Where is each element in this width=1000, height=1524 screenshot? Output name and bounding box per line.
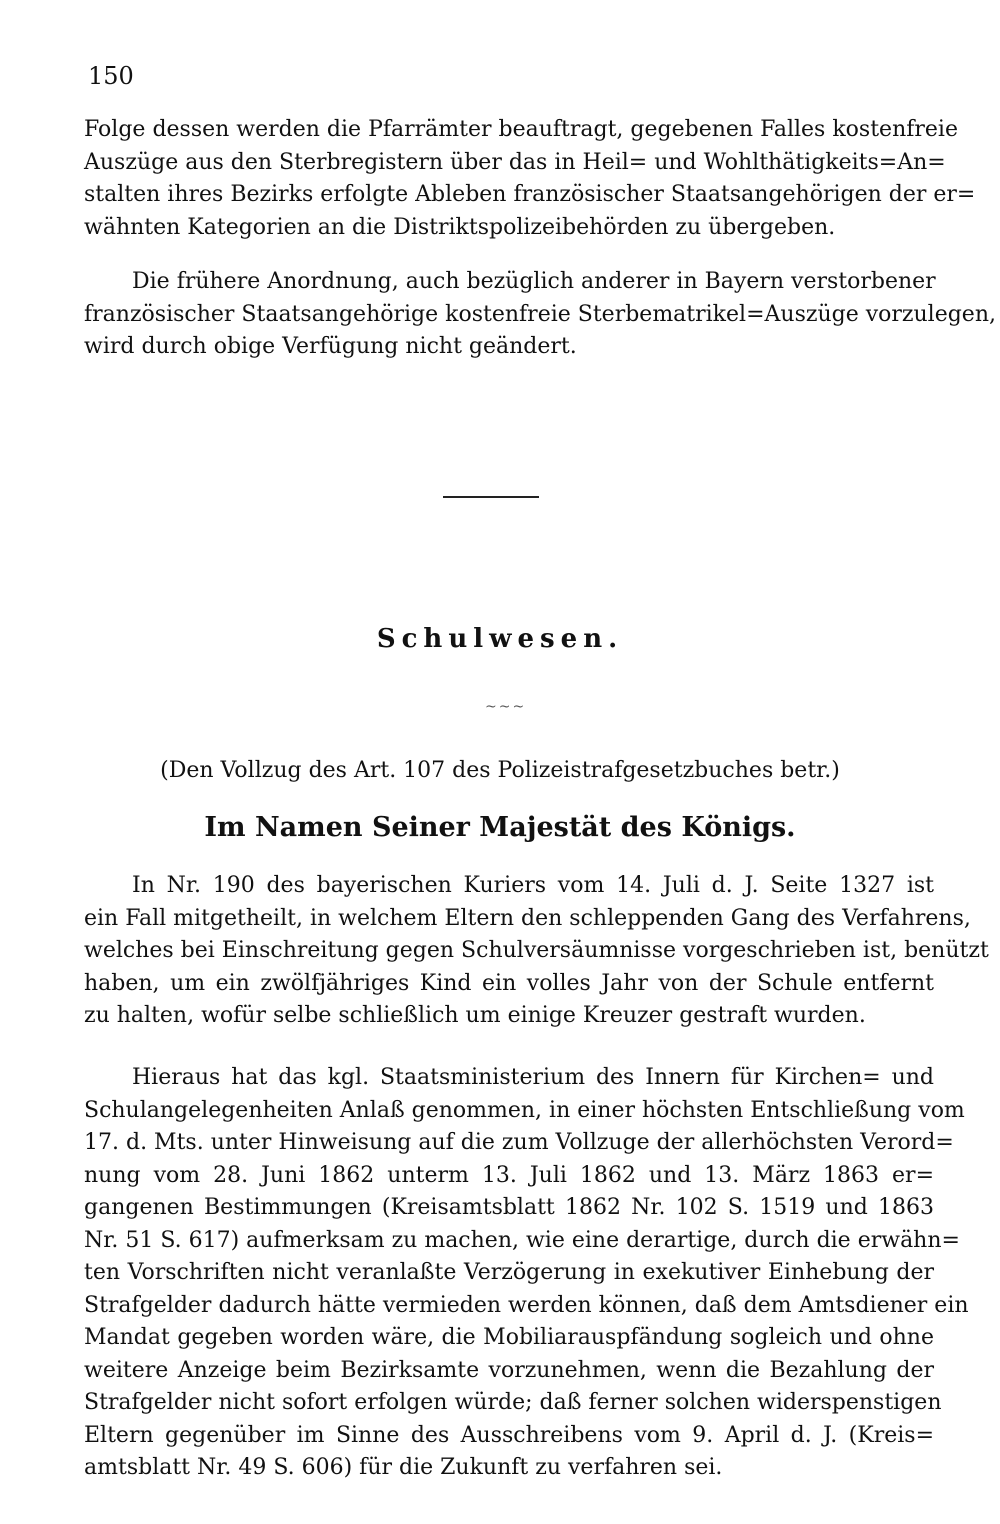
text-line: Auszüge aus den Sterbregistern über das in Heil= und Wohlthätigkeits=An= (84, 149, 946, 175)
text-line: welches bei Einschreitung gegen Schulversäumnisse vorgeschrieben ist, benützt (84, 938, 989, 963)
text-line: weitere Anzeige beim Bezirksamte vorzunehmen, wenn die Bezahlung der (84, 1357, 934, 1383)
text-line: wähnten Kategorien an die Distriktspolizeibehörden zu übergeben. (84, 214, 836, 240)
paragraph-pfarraemter (84, 114, 976, 244)
text-line: haben, um ein zwölfjähriges Kind ein volles Jahr von der Schule entfernt (84, 970, 934, 996)
subject-line: (Den Vollzug des Art. 107 des Polizeistrafgesetzbuches betr.) (160, 758, 840, 783)
text-line: Strafgelder dadurch hätte vermieden werden können, daß dem Amtsdiener ein (84, 1292, 969, 1318)
text-line: zu halten, wofür selbe schließlich um einige Kreuzer gestraft wurden. (84, 1003, 866, 1028)
text-line: Die frühere Anordnung, auch bezüglich anderer in Bayern verstorbener (132, 269, 936, 294)
paragraph-anordnung (84, 266, 996, 364)
text-line: In Nr. 190 des bayerischen Kuriers vom 14. Juli d. J. Seite 1327 ist (132, 873, 934, 898)
text-line: Strafgelder nicht sofort erfolgen würde; daß ferner solchen widerspenstigen (84, 1390, 942, 1415)
text-line: nung vom 28. Juni 1862 unterm 13. Juli 1862 und 13. März 1863 er= (84, 1162, 934, 1188)
text-line: wird durch obige Verfügung nicht geändert. (84, 334, 577, 359)
text-line: ein Fall mitgetheilt, in welchem Eltern den schleppenden Gang des Verfahrens, (84, 905, 971, 931)
text-line: Folge dessen werden die Pfarrämter beauftragt, gegebenen Falles kostenfreie (84, 117, 958, 142)
text-line: stalten ihres Bezirks erfolgte Ableben französischer Staatsangehörigen der er= (84, 182, 976, 207)
text-line: Eltern gegenüber im Sinne des Ausschreibens vom 9. April d. J. (Kreis= (84, 1422, 934, 1448)
text-line: Mandat gegeben worden wäre, die Mobiliarauspfändung sogleich und ohne (84, 1325, 934, 1350)
text-line: Schulangelegenheiten Anlaß genommen, in einer höchsten Entschließung vom (84, 1097, 965, 1123)
decree-heading: Im Namen Seiner Majestät des Königs. (204, 812, 796, 843)
section-divider (443, 496, 539, 498)
section-heading: Schulwesen. (376, 624, 624, 654)
ornament: ~~~ (485, 699, 527, 715)
text-line: ten Vorschriften nicht veranlaßte Verzögerung in exekutiver Einhebung der (84, 1260, 934, 1285)
paragraph-staatsministerium (84, 1062, 969, 1485)
page-number: 150 (88, 62, 134, 90)
text-line: französischer Staatsangehörige kostenfreie Sterbematrikel=Auszüge vorzulegen, (84, 301, 996, 327)
text-line: Hieraus hat das kgl. Staatsministerium des Innern für Kirchen= und (132, 1065, 934, 1090)
paragraph-kurier (84, 870, 989, 1033)
text-line: Nr. 51 S. 617) aufmerksam zu machen, wie eine derartige, durch die erwähn= (84, 1227, 960, 1253)
text-line: amtsblatt Nr. 49 S. 606) für die Zukunft zu verfahren sei. (84, 1455, 723, 1480)
text-line: 17. d. Mts. unter Hinweisung auf die zum Vollzuge der allerhöchsten Verord= (84, 1130, 954, 1155)
text-line: gangenen Bestimmungen (Kreisamtsblatt 1862 Nr. 102 S. 1519 und 1863 (84, 1195, 934, 1220)
